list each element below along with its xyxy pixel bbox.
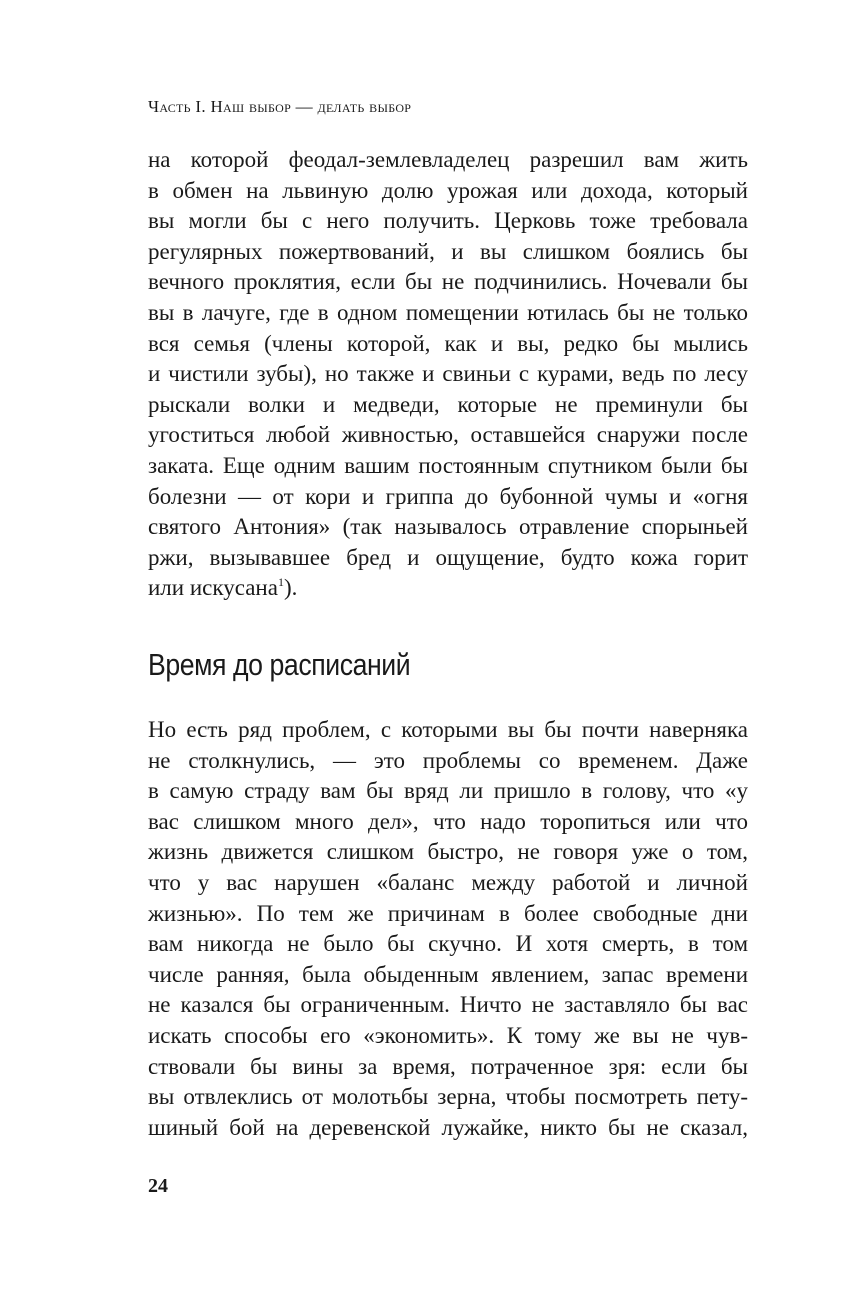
text-line: шиный бой на деревенской лужайке, никто бы не сказал, <box>148 1114 748 1140</box>
text-line: жизнью». По тем же причинам в более свободные дни <box>148 900 748 926</box>
text-line: числе ранняя, была обыденным явлением, запас времени <box>148 961 748 987</box>
text-fragment: ). <box>283 575 298 601</box>
text-line: вы отвлеклись от молотьбы зерна, чтобы посмотреть пету- <box>148 1084 748 1110</box>
text-line: святого Антония» (так называлось отравление спорыньей <box>148 514 748 540</box>
running-header: Часть I. Наш выбор — делать выбор <box>148 97 412 116</box>
text-line-last <box>148 573 748 604</box>
text-line: вечного проклятия, если бы не подчинились. Ночевали бы <box>148 269 748 295</box>
text-line: рыскали волки и медведи, которые не преминули бы <box>148 391 748 417</box>
text-line: заката. Еще одним вашим постоянным спутником были бы <box>148 452 748 478</box>
text-line: не казался бы ограниченным. Ничто не заставляло бы вас <box>148 992 748 1018</box>
text-line: не столкнулись, — это проблемы со временем. Даже <box>148 747 748 773</box>
text-line: ржи, вызывавшее бред и ощущение, будто кожа горит <box>148 544 748 570</box>
text-line: жизнь движется слишком быстро, не говоря уже о том, <box>148 839 748 865</box>
text-line: и чистили зубы), но также и свиньи с курами, ведь по лесу <box>148 361 748 387</box>
footnote-reference[interactable]: 1 <box>277 575 284 590</box>
text-line: в обмен на львиную долю урожая или дохода, который <box>148 177 748 203</box>
text-line: вам никогда не было бы скучно. И хотя смерть, в том <box>148 931 748 957</box>
text-line: вся семья (члены которой, как и вы, редко бы мылись <box>148 330 748 356</box>
text-fragment: или искусана <box>148 575 278 601</box>
paragraph-2 <box>148 715 748 1143</box>
text-line: в самую страду вам бы вряд ли пришло в голову, что «у <box>148 778 748 804</box>
text-line: на которой феодал-землевладелец разрешил вам жить <box>148 147 748 172</box>
text-line: вас слишком много дел», что надо торопиться или что <box>148 808 748 834</box>
text-line: Но есть ряд проблем, с которыми вы бы почти наверняка <box>148 717 748 742</box>
paragraph-1 <box>148 145 748 604</box>
text-line: регулярных пожертвований, и вы слишком боялись бы <box>148 238 748 264</box>
text-line: что у вас нарушен «баланс между работой и личной <box>148 869 748 895</box>
text-line: ствовали бы вины за время, потраченное зря: если бы <box>148 1053 748 1079</box>
text-line: вы в лачуге, где в одном помещении ютилась бы не только <box>148 299 748 325</box>
page-number: 24 <box>148 1175 168 1197</box>
section-heading: Время до расписаний <box>148 647 411 682</box>
text-line: вы могли бы с него получить. Церковь тоже требовала <box>148 208 748 234</box>
text-line: болезни — от кори и гриппа до бубонной чумы и «огня <box>148 483 748 509</box>
text-line: угоститься любой живностью, оставшейся снаружи после <box>148 422 748 448</box>
text-line: искать способы его «экономить». К тому же вы не чув- <box>148 1022 748 1048</box>
